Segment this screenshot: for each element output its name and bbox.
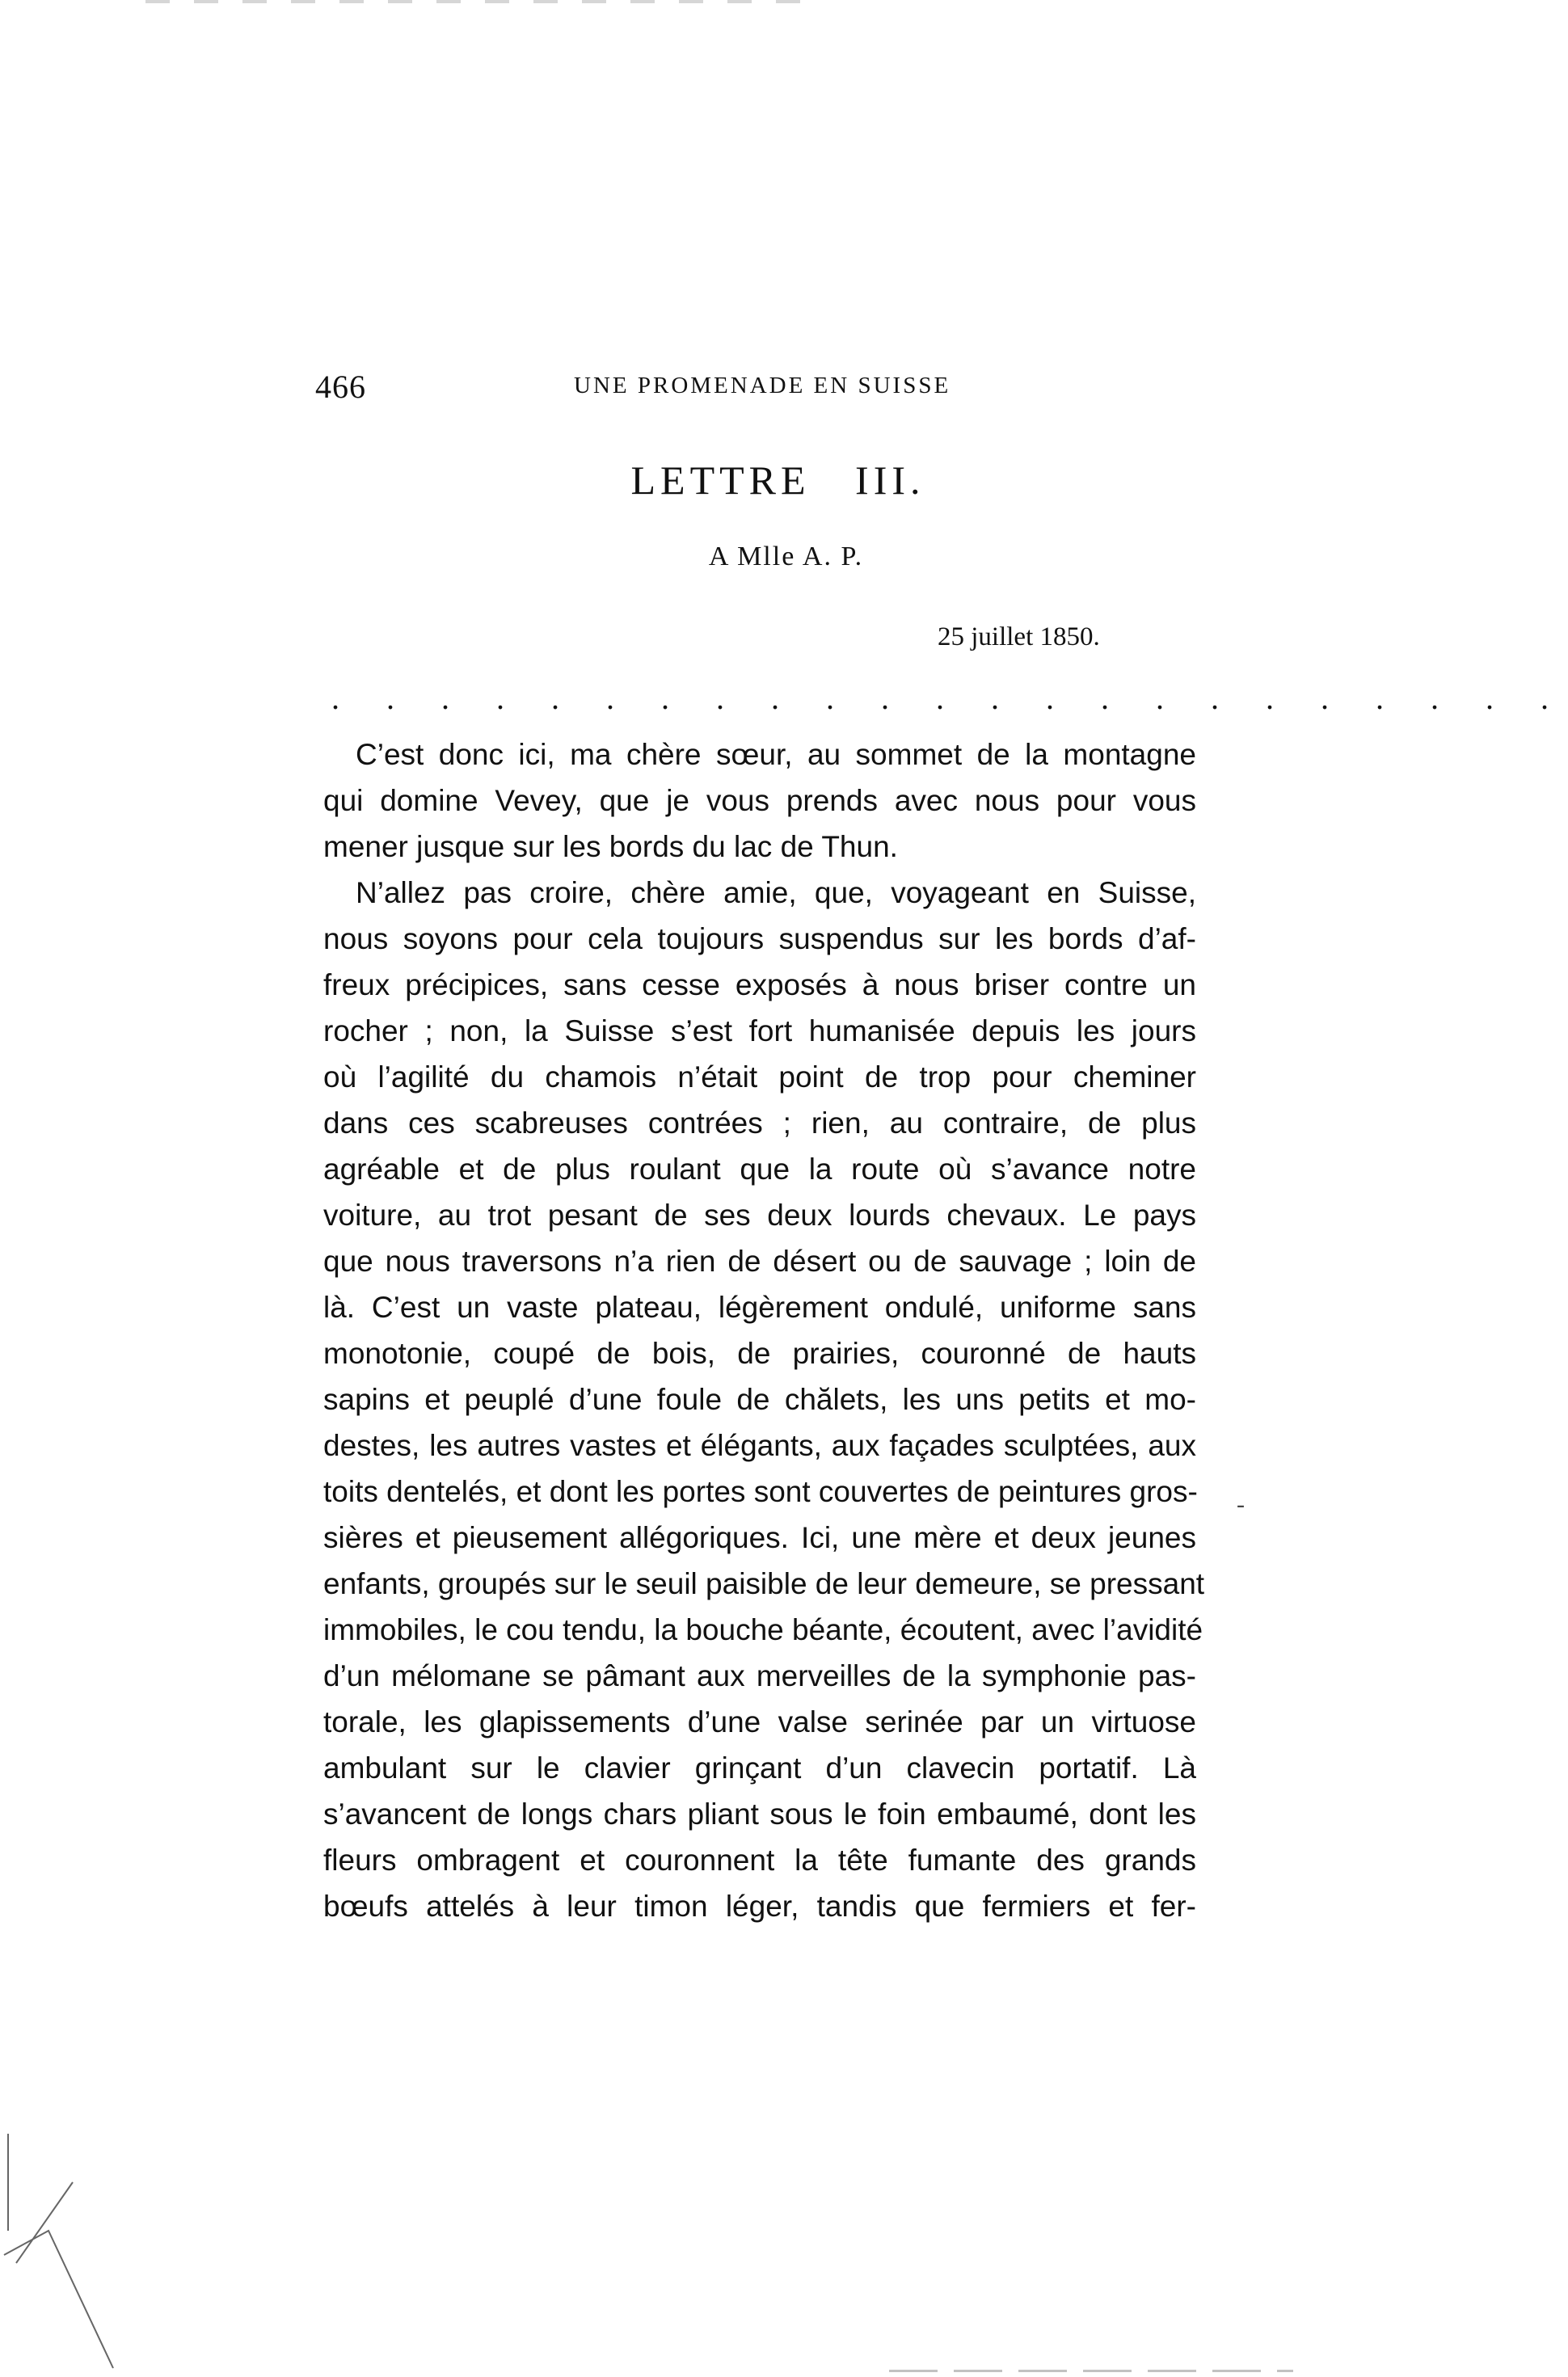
scan-artifact-top — [145, 0, 824, 3]
text-line: freux précipices, sans cesse exposés à nous briser contre un — [323, 968, 1196, 1001]
text-line: qui domine Vevey, que je vous prends avec nous pour vous — [323, 784, 1196, 817]
text-line: que nous traversons n’a rien de désert ou de sauvage ; loin de — [323, 1245, 1196, 1278]
text-line: sapins et peuplé d’une foule de chălets, les uns petits et mo- — [323, 1383, 1196, 1416]
scan-artifact-corner — [0, 2134, 129, 2376]
text-line: nous soyons pour cela toujours suspendus sur les bords d’af- — [323, 922, 1196, 955]
text-line: mener jusque sur les bords du lac de Thun. — [323, 830, 898, 863]
text-line: C’est donc ici, ma chère sœur, au sommet de la montagne — [356, 738, 1196, 771]
text-line: ambulant sur le clavier grinçant d’un clavecin portatif. Là — [323, 1751, 1196, 1785]
text-line: fleurs ombragent et couronnent la tête fumante des grands — [323, 1844, 1196, 1877]
margin-mark: - — [1237, 1491, 1245, 1518]
text-line: dans ces scabreuses contrées ; rien, au contraire, de plus — [323, 1106, 1196, 1140]
text-line: monotonie, coupé de bois, de prairies, couronné de hauts — [323, 1337, 1196, 1370]
text-line: s’avancent de longs chars pliant sous le foin embaumé, dont les — [323, 1798, 1196, 1831]
scan-artifact-bottom — [889, 2370, 1293, 2372]
text-line: bœufs attelés à leur timon léger, tandis que fermiers et fer- — [323, 1890, 1196, 1923]
text-line: là. C’est un vaste plateau, légèrement ondulé, uniforme sans — [323, 1291, 1196, 1324]
text-line: voiture, au trot pesant de ses deux lourds chevaux. Le pays — [323, 1199, 1196, 1232]
running-head — [315, 368, 1196, 408]
addressee: A Mlle A. P. — [708, 542, 864, 571]
text-line: enfants, groupés sur le seuil paisible de leur demeure, se pressant — [323, 1567, 1205, 1600]
text-line: toits dentelés, et dont les portes sont couvertes de peintures gros- — [323, 1475, 1198, 1508]
body-text — [323, 731, 1205, 1929]
text-line: immobiles, le cou tendu, la bouche béante, écoutent, avec l’avidité — [323, 1613, 1203, 1646]
letter-date: 25 juillet 1850. — [938, 622, 1100, 651]
text-line: d’un mélomane se pâmant aux merveilles de la symphonie pas- — [323, 1659, 1196, 1692]
text-line: N’allez pas croire, chère amie, que, voyageant en Suisse, — [356, 876, 1196, 909]
running-title: UNE PROMENADE EN SUISSE — [574, 373, 951, 398]
ellipsis-row: . . . . . . . . . . . . . . . . . . . . . . . — [331, 680, 1568, 716]
letter-title: LETTRE III. — [630, 457, 925, 503]
text-line: torale, les glapissements d’une valse serinée par un virtuose — [323, 1705, 1196, 1738]
text-line: destes, les autres vastes et élégants, aux façades sculptées, aux — [323, 1429, 1196, 1462]
text-line: où l’agilité du chamois n’était point de trop pour cheminer — [323, 1060, 1196, 1094]
text-line: sières et pieusement allégoriques. Ici, une mère et deux jeunes — [323, 1521, 1196, 1554]
page-number: 466 — [315, 369, 366, 405]
text-line: agréable et de plus roulant que la route où s’avance notre — [323, 1153, 1196, 1186]
text-line: rocher ; non, la Suisse s’est fort humanisée depuis les jours — [323, 1014, 1196, 1047]
